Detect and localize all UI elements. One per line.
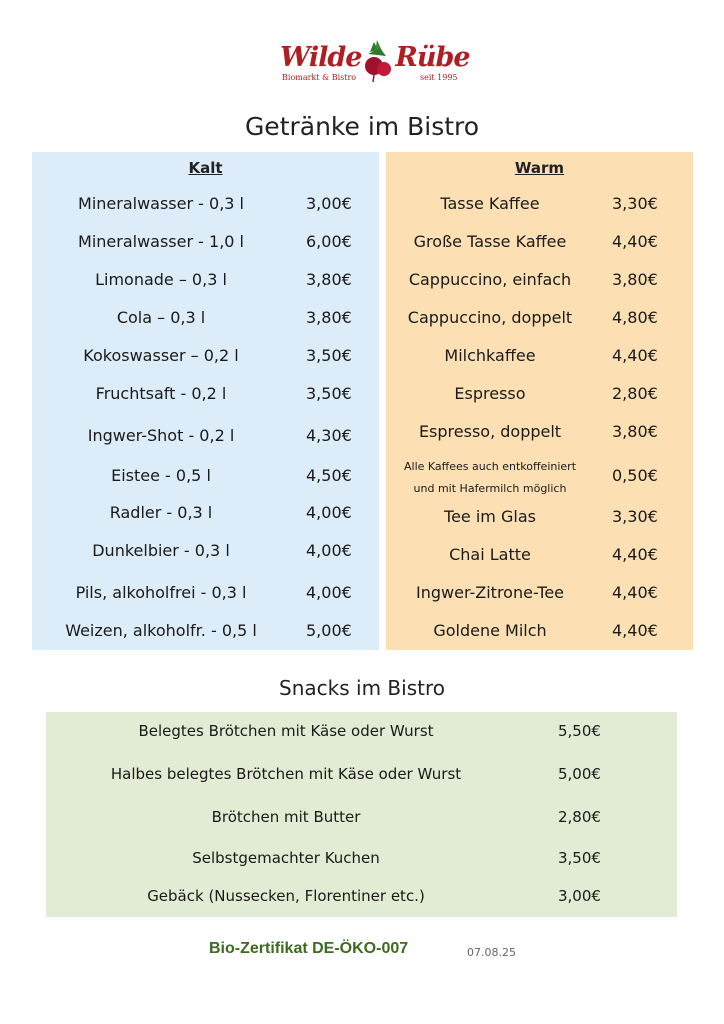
menu-item: Halbes belegtes Brötchen mit Käse oder Wurst 5,00€ — [110, 765, 601, 783]
menu-item: Dunkelbier - 0,3 l 4,00€ — [92, 541, 352, 560]
menu-item: 0,50€ — [612, 466, 658, 485]
menu-item: Limonade – 0,3 l 3,80€ — [95, 270, 352, 289]
menu-item: Belegtes Brötchen mit Käse oder Wurst 5,50€ — [138, 722, 601, 740]
menu-item: Cappuccino, doppelt 4,80€ — [407, 308, 658, 327]
menu-item: Milchkaffee 4,40€ — [444, 346, 658, 365]
menu-item: Tee im Glas 3,30€ — [444, 507, 658, 526]
menu-item: Mineralwasser - 0,3 l 3,00€ — [78, 194, 352, 213]
logo-since: seit 1995 — [420, 73, 458, 82]
logo-wordmark: Wilde Rübe — [280, 42, 470, 73]
beet-icon — [360, 40, 394, 84]
warm-heading: Warm — [514, 159, 565, 177]
menu-item: Gebäck (Nussecken, Florentiner etc.) 3,00€ — [147, 887, 601, 905]
menu-item: Ingwer-Zitrone-Tee 4,40€ — [416, 583, 658, 602]
menu-item: Eistee - 0,5 l 4,50€ — [111, 466, 352, 485]
menu-item: Goldene Milch 4,40€ — [433, 621, 658, 640]
print-date: 07.08.25 — [467, 946, 516, 959]
menu-item: Ingwer-Shot - 0,2 l 4,30€ — [87, 426, 352, 445]
menu-item: Große Tasse Kaffee 4,40€ — [413, 232, 658, 251]
bio-certificate: Bio-Zertifikat DE-ÖKO-007 — [209, 940, 409, 957]
menu-item: Pils, alkoholfrei - 0,3 l 4,00€ — [75, 583, 352, 602]
menu-item: Tasse Kaffee 3,30€ — [440, 194, 658, 213]
decaf-note-line-1: Alle Kaffees auch entkoffeiniert — [403, 460, 577, 473]
cold-drinks-panel — [32, 152, 379, 650]
menu-item: Cappuccino, einfach 3,80€ — [408, 270, 658, 289]
menu-item: Weizen, alkoholfr. - 0,5 l 5,00€ — [65, 621, 352, 640]
menu-item: Espresso, doppelt 3,80€ — [418, 422, 658, 441]
snacks-panel — [46, 712, 677, 917]
menu-item: Radler - 0,3 l 4,00€ — [109, 503, 352, 522]
menu-item: Kokoswasser – 0,2 l 3,50€ — [83, 346, 352, 365]
decaf-note-line-2: und mit Hafermilch möglich — [413, 482, 567, 495]
menu-item: Mineralwasser - 1,0 l 6,00€ — [78, 232, 352, 251]
menu-item: Cola – 0,3 l 3,80€ — [116, 308, 352, 327]
warm-drinks-panel — [386, 152, 693, 650]
menu-item: Fruchtsaft - 0,2 l 3,50€ — [95, 384, 352, 403]
cold-heading: Kalt — [188, 159, 223, 177]
menu-item: Selbstgemachter Kuchen 3,50€ — [192, 849, 601, 867]
logo-tagline: Biomarkt & Bistro — [282, 73, 357, 82]
logo — [280, 40, 470, 90]
menu-item: Espresso 2,80€ — [454, 384, 658, 403]
page-title: Getränke im Bistro — [244, 112, 480, 141]
menu-item: Brötchen mit Butter 2,80€ — [211, 808, 601, 826]
snacks-title: Snacks im Bistro — [279, 676, 445, 700]
menu-item: Chai Latte 4,40€ — [449, 545, 658, 564]
